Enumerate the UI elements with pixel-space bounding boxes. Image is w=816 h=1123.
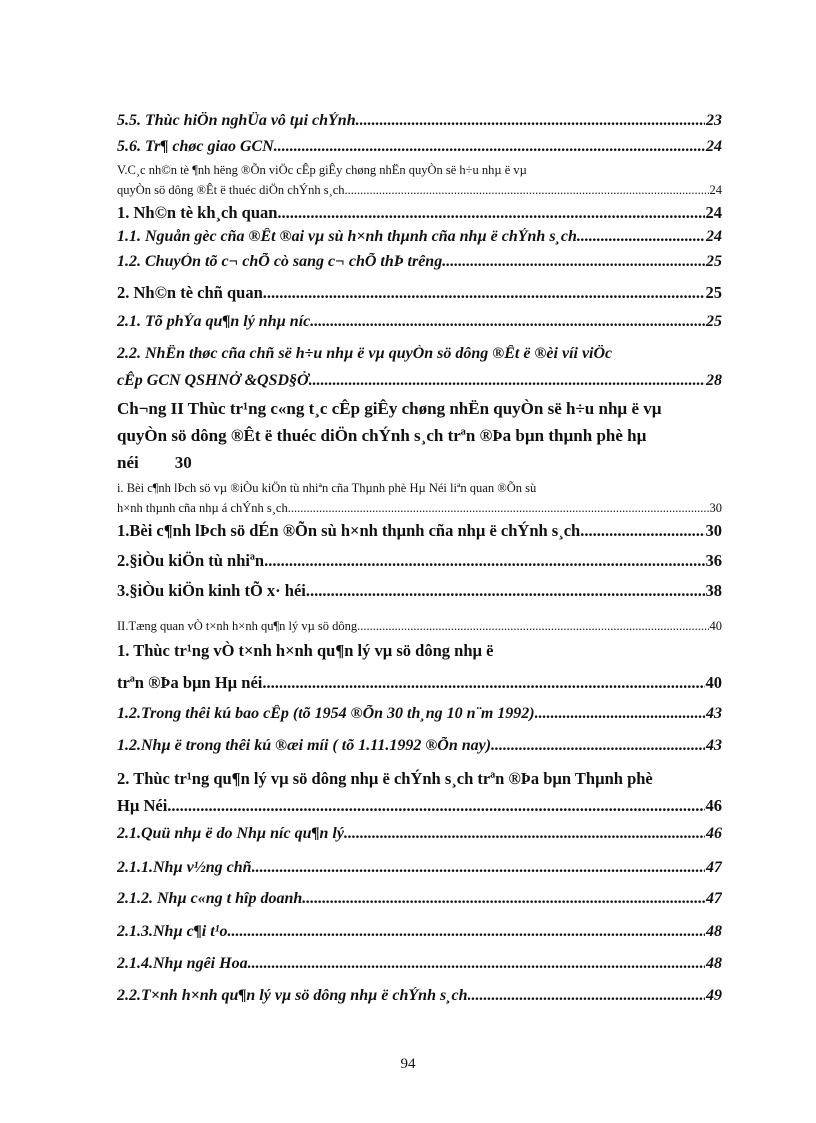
toc-entry-title: 2. Nh©n tè chñ quan (117, 283, 263, 302)
toc-entry (117, 228, 722, 253)
toc-entry (117, 551, 722, 581)
toc-entry (117, 737, 722, 769)
toc-entry-page: 38 (705, 581, 722, 600)
toc-entry-page: 40 (709, 618, 722, 633)
toc-entry-title: 2.1.Quü nhµ ë do Nhµ níc qu¶n lý (117, 825, 344, 842)
toc-entry (117, 890, 722, 923)
toc-entry (117, 611, 722, 641)
toc-entry-page: 30 (174, 453, 192, 472)
toc-entry-title-cont: h×nh thµnh cña nhµ á chÝnh s¸ch (117, 501, 288, 515)
toc-entry (117, 987, 722, 1017)
toc-entry-page: 48 (706, 923, 722, 940)
table-of-contents (117, 112, 722, 1017)
toc-entry-page: 46 (706, 825, 722, 842)
toc-entry-title: V.C¸c nh©n tè ¶nh hëng ®Õn viÖc cÊp giÊy chøng nhËn quyÒn së h÷u nhµ ë vµ (117, 163, 527, 177)
toc-entry-title: 1.2. ChuyÓn tõ c¬ chÕ cò sang c¬ chÕ thÞ trêng. (117, 253, 447, 270)
toc-entry-page: 49 (706, 987, 722, 1004)
chapter-heading (117, 399, 722, 481)
toc-entry-title-cont: quyÒn sö dông ®Êt ë thuéc diÖn chÝnh s¸ch trªn ®Þa bµn thµnh phè hµ (117, 426, 647, 445)
toc-entry (117, 112, 722, 138)
toc-entry (117, 955, 722, 987)
toc-entry-page: 43 (706, 705, 722, 722)
toc-entry (117, 923, 722, 955)
toc-entry (117, 203, 722, 228)
toc-entry-title: 1.1. Nguån gèc cña ®Êt ®ai vµ sù h×nh thµnh cña nhµ ë chÝnh s¸ch (117, 228, 577, 245)
toc-entry-page: 25 (706, 313, 722, 330)
toc-entry-title-cont: néi (117, 453, 139, 472)
toc-entry-page: 24 (706, 138, 722, 155)
toc-entry-page: 47 (706, 859, 722, 876)
toc-entry (117, 313, 722, 345)
toc-entry-title-cont: cÊp GCN QSHNỞ &QSD§Ở (117, 372, 309, 389)
toc-entry (117, 481, 722, 521)
toc-entry-page: 47 (706, 890, 722, 907)
toc-entry-page: 25 (705, 283, 722, 302)
toc-entry (117, 641, 722, 705)
toc-entry-page: 30 (705, 521, 722, 540)
toc-entry (117, 345, 722, 399)
toc-entry (117, 581, 722, 611)
toc-entry-title: 5.5. Thùc hiÖn nghÜa vô tµi chÝnh. (117, 112, 360, 129)
toc-entry-title: 2.1.1.Nhµ v½ng chñ (117, 859, 252, 876)
toc-entry-title: 2.1.3.Nhµ c¶i t¹o (117, 923, 228, 940)
toc-entry-page: 36 (705, 551, 722, 570)
toc-entry-title: 1. Thùc tr¹ng vÒ t×nh h×nh qu¶n lý vµ sö dông nhµ ë (117, 641, 494, 660)
toc-entry (117, 283, 722, 313)
toc-entry-title-cont: Hµ Néi (117, 796, 168, 815)
toc-entry (117, 769, 722, 825)
toc-entry-title-cont: trªn ®Þa bµn Hµ néi (117, 673, 263, 692)
toc-entry-title: 2.2. NhËn thøc cña chñ së h÷u nhµ ë vµ quyÒn sö dông ®Êt ë ®èi víi viÖc (117, 345, 613, 362)
toc-entry-title: 1.2.Trong thêi kú bao cÊp (tõ 1954 ®Õn 30 th¸ng 10 n¨m 1992) (117, 705, 535, 722)
toc-entry (117, 859, 722, 890)
toc-entry-page: 48 (706, 955, 722, 972)
toc-entry-title: 2.§iÒu kiÖn tù nhiªn (117, 551, 265, 570)
toc-entry-page: 25 (706, 253, 722, 270)
page-number: 94 (400, 1056, 416, 1072)
toc-entry-title: 1.2.Nhµ ë trong thêi kú ®æi míi ( tõ 1.11.1992 ®Õn nay) (117, 737, 492, 754)
toc-entry-title: 3.§iÒu kiÖn kinh tÕ x· héi (117, 581, 306, 600)
toc-entry-page: 24 (706, 228, 722, 245)
toc-entry-title: 2.2.T×nh h×nh qu¶n lý vµ sö dông nhµ ë chÝnh s¸ch (117, 987, 468, 1004)
toc-entry-page: 24 (709, 183, 722, 197)
toc-entry (117, 163, 722, 203)
toc-entry-title: 2. Thùc tr¹ng qu¶n lý vµ sö dông nhµ ë chÝnh s¸ch trªn ®Þa bµn Thµnh phè (117, 769, 653, 788)
toc-entry-page: 23 (706, 112, 722, 129)
toc-entry-page: 24 (705, 203, 722, 222)
toc-entry-title: 1.Bèi c¶nh lÞch sö dÉn ®Õn sù h×nh thµnh cña nhµ ë chÝnh s¸ch (117, 521, 581, 540)
toc-entry-title: 2.1.2. Nhµ c«ng t hîp doanh (117, 890, 303, 907)
toc-entry (117, 138, 722, 163)
toc-entry-title: i. Bèi c¶nh lÞch sö vµ ®iÒu kiÖn tù nhiªn cña Thµnh phè Hµ Néi liªn quan ®Õn sù (117, 481, 537, 495)
toc-entry-title-cont: quyÒn sö dông ®Êt ë thuéc diÖn chÝnh s¸ch (117, 183, 345, 197)
toc-entry-page: 28 (706, 372, 722, 389)
toc-entry-page: 30 (709, 501, 722, 515)
toc-entry-title: 5.6. Tr¶ chøc giao GCN. (117, 138, 278, 155)
toc-entry-page: 40 (705, 673, 722, 692)
toc-entry (117, 825, 722, 859)
toc-entry (117, 253, 722, 283)
toc-entry-page: 43 (706, 737, 722, 754)
toc-entry-title: 1. Nh©n tè kh¸ch quan (117, 203, 278, 222)
toc-entry-title: Ch¬ng II Thùc tr¹ng c«ng t¸c cÊp giÊy chøng nhËn quyÒn së h÷u nhµ ë vµ (117, 399, 662, 418)
toc-entry-title: 2.1. Tõ phÝa qu¶n lý nhµ níc (117, 313, 311, 330)
toc-entry-page: 46 (705, 796, 722, 815)
toc-entry (117, 521, 722, 551)
toc-entry-title: II.Tæng quan vÒ t×nh h×nh qu¶n lý vµ sö dông. (117, 618, 361, 633)
toc-entry (117, 705, 722, 737)
toc-entry-title: 2.1.4.Nhµ ngêi Hoa (117, 955, 248, 972)
